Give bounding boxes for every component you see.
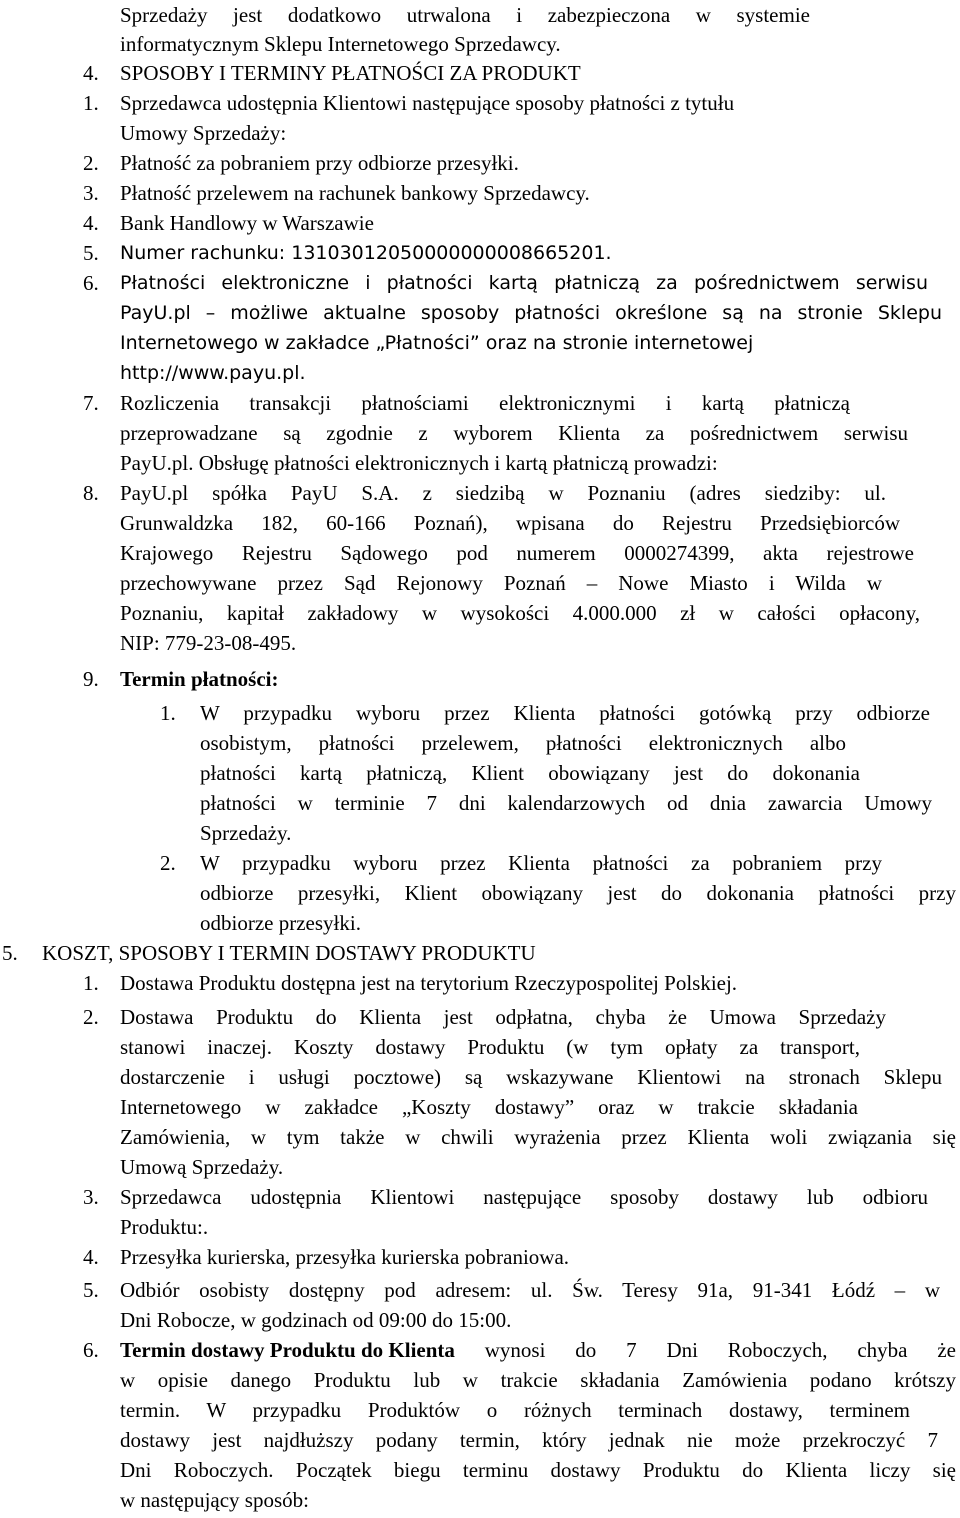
list-item-text: Dni Robocze, w godzinach od 09:00 do 15:00. — [120, 1308, 512, 1332]
list-item-text: Bank Handlowy w Warszawie — [120, 211, 374, 235]
sublist-item-text: płatności w terminie 7 dni kalendarzowych od dnia zawarcia Umowy — [200, 791, 932, 815]
list-item-number: 3. — [83, 1185, 99, 1209]
list-item-text: NIP: 779-23-08-495. — [120, 631, 297, 655]
section-number: 4. — [83, 61, 99, 85]
account-number: Numer rachunku: 13103012050000000008665201. — [120, 242, 612, 264]
list-item-text: PayU.pl spółka PayU S.A. z siedzibą w Poznaniu (adres siedziby: ul. — [120, 481, 886, 505]
list-item-text: Dostawa Produktu dostępna jest na terytorium Rzeczypospolitej Polskiej. — [120, 971, 738, 995]
list-item-text: dostarczenie i usługi pocztowe) są wskazywane Klientowi na stronach Sklepu — [120, 1065, 942, 1089]
section-heading: SPOSOBY I TERMINY PŁATNOŚCI ZA PRODUKT — [120, 61, 581, 85]
list-item-number: 4. — [83, 1245, 99, 1269]
list-item-text: Płatność za pobraniem przy odbiorze przesyłki. — [120, 151, 519, 175]
list-item-text-rest: wynosi do 7 Dni Roboczych, chyba że — [454, 1338, 956, 1362]
sublist-item-text: Sprzedaży. — [200, 821, 292, 845]
list-item-text: Zamówienia, w tym także w chwili wyrażenia przez Klienta woli związania się — [120, 1125, 956, 1149]
list-item-text: Płatności elektroniczne i płatności kartą płatniczą za pośrednictwem serwisu — [120, 272, 928, 294]
list-item-number: 2. — [83, 151, 99, 175]
list-item-number: 5. — [83, 1278, 99, 1302]
list-item-text: Grunwaldzka 182, 60-166 Poznań), wpisana do Rejestru Przedsiębiorców — [120, 511, 900, 535]
list-item-number: 1. — [83, 971, 99, 995]
sublist-item-text: osobistym, płatności przelewem, płatności elektronicznych albo — [200, 731, 846, 755]
list-item-text: Sprzedawca udostępnia Klientowi następujące sposoby płatności z tytułu — [120, 91, 735, 115]
list-item-text: Krajowego Rejestru Sądowego pod numerem 0000274399, akta rejestrowe — [120, 541, 914, 565]
list-item-text: Odbiór osobisty dostępny pod adresem: ul. Św. Teresy 91a, 91-341 Łódź – w — [120, 1278, 940, 1302]
list-item-text: Internetowego w zakładce „Płatności” oraz na stronie internetowej — [120, 332, 754, 354]
text-line: informatycznym Sklepu Internetowego Sprzedawcy. — [120, 32, 561, 56]
list-item-text: w następujący sposób: — [120, 1488, 309, 1512]
sublist-item-text: odbiorze przesyłki. — [200, 911, 361, 935]
list-item-text: Internetowego w zakładce „Koszty dostawy” oraz w trakcie składania — [120, 1095, 858, 1119]
list-item-text: Płatność przelewem na rachunek bankowy Sprzedawcy. — [120, 181, 590, 205]
list-item-text: Przesyłka kurierska, przesyłka kurierska pobraniowa. — [120, 1245, 570, 1269]
sublist-item-text: W przypadku wyboru przez Klienta płatności gotówką przy odbiorze — [200, 701, 930, 725]
sublist-item-text: płatności kartą płatniczą, Klient obowiązany jest do dokonania — [200, 761, 860, 785]
list-item-number: 2. — [83, 1005, 99, 1029]
list-item-number: 3. — [83, 181, 99, 205]
list-item-text: termin. W przypadku Produktów o różnych terminach dostawy, terminem — [120, 1398, 910, 1422]
list-item-text: stanowi inaczej. Koszty dostawy Produktu (w tym opłaty za transport, — [120, 1035, 860, 1059]
list-item-number: 8. — [83, 481, 99, 505]
list-item-text: Rozliczenia transakcji płatnościami elektronicznymi i kartą płatniczą — [120, 391, 850, 415]
section-number: 5. — [2, 941, 18, 965]
list-item-text: http://www.payu.pl. — [120, 362, 306, 384]
list-item-text — [120, 1335, 956, 1365]
list-item-text: w opisie danego Produktu lub w trakcie składania Zamówienia podano krótszy — [120, 1368, 956, 1392]
list-item-number: 5. — [83, 241, 99, 265]
list-item-text: Umową Sprzedaży. — [120, 1155, 284, 1179]
list-item-number: 7. — [83, 391, 99, 415]
subsection-heading: Termin płatności: — [120, 667, 279, 691]
list-item-number: 1. — [83, 91, 99, 115]
list-item-text: przeprowadzane są zgodnie z wyborem Klienta za pośrednictwem serwisu — [120, 421, 908, 445]
text-line: Sprzedaży jest dodatkowo utrwalona i zabezpieczona w systemie — [120, 3, 810, 27]
sublist-item-text: W przypadku wyboru przez Klienta płatności za pobraniem przy — [200, 851, 882, 875]
sublist-item-number: 1. — [160, 701, 176, 725]
list-item-number: 9. — [83, 667, 99, 691]
list-item-text: Produktu:. — [120, 1215, 209, 1239]
list-item-number: 6. — [83, 271, 99, 295]
list-item-text: Dni Roboczych. Początek biegu terminu dostawy Produktu do Klienta liczy się — [120, 1458, 956, 1482]
list-item-text: przechowywane przez Sąd Rejonowy Poznań – Nowe Miasto i Wilda w — [120, 571, 882, 595]
list-item-text: Poznaniu, kapitał zakładowy w wysokości 4.000.000 zł w całości opłacony, — [120, 601, 920, 625]
list-item-text: Sprzedawca udostępnia Klientowi następujące sposoby dostawy lub odbioru — [120, 1185, 928, 1209]
bold-phrase: Termin dostawy Produktu do Klienta — [120, 1338, 455, 1362]
list-item-text: PayU.pl – możliwe aktualne sposoby płatności określone są na stronie Sklepu — [120, 302, 942, 324]
list-item-text: Umowy Sprzedaży: — [120, 121, 287, 145]
section-heading: KOSZT, SPOSOBY I TERMIN DOSTAWY PRODUKTU — [42, 941, 536, 965]
list-item-text: dostawy jest najdłuższy podany termin, który jednak nie może przekroczyć 7 — [120, 1428, 938, 1452]
list-item-text: Dostawa Produktu do Klienta jest odpłatna, chyba że Umowa Sprzedaży — [120, 1005, 886, 1029]
list-item-text: PayU.pl. Obsługę płatności elektronicznych i kartą płatniczą prowadzi: — [120, 451, 718, 475]
sublist-item-text: odbiorze przesyłki, Klient obowiązany jest do dokonania płatności przy — [200, 881, 956, 905]
sublist-item-number: 2. — [160, 851, 176, 875]
list-item-number: 4. — [83, 211, 99, 235]
list-item-number: 6. — [83, 1338, 99, 1362]
